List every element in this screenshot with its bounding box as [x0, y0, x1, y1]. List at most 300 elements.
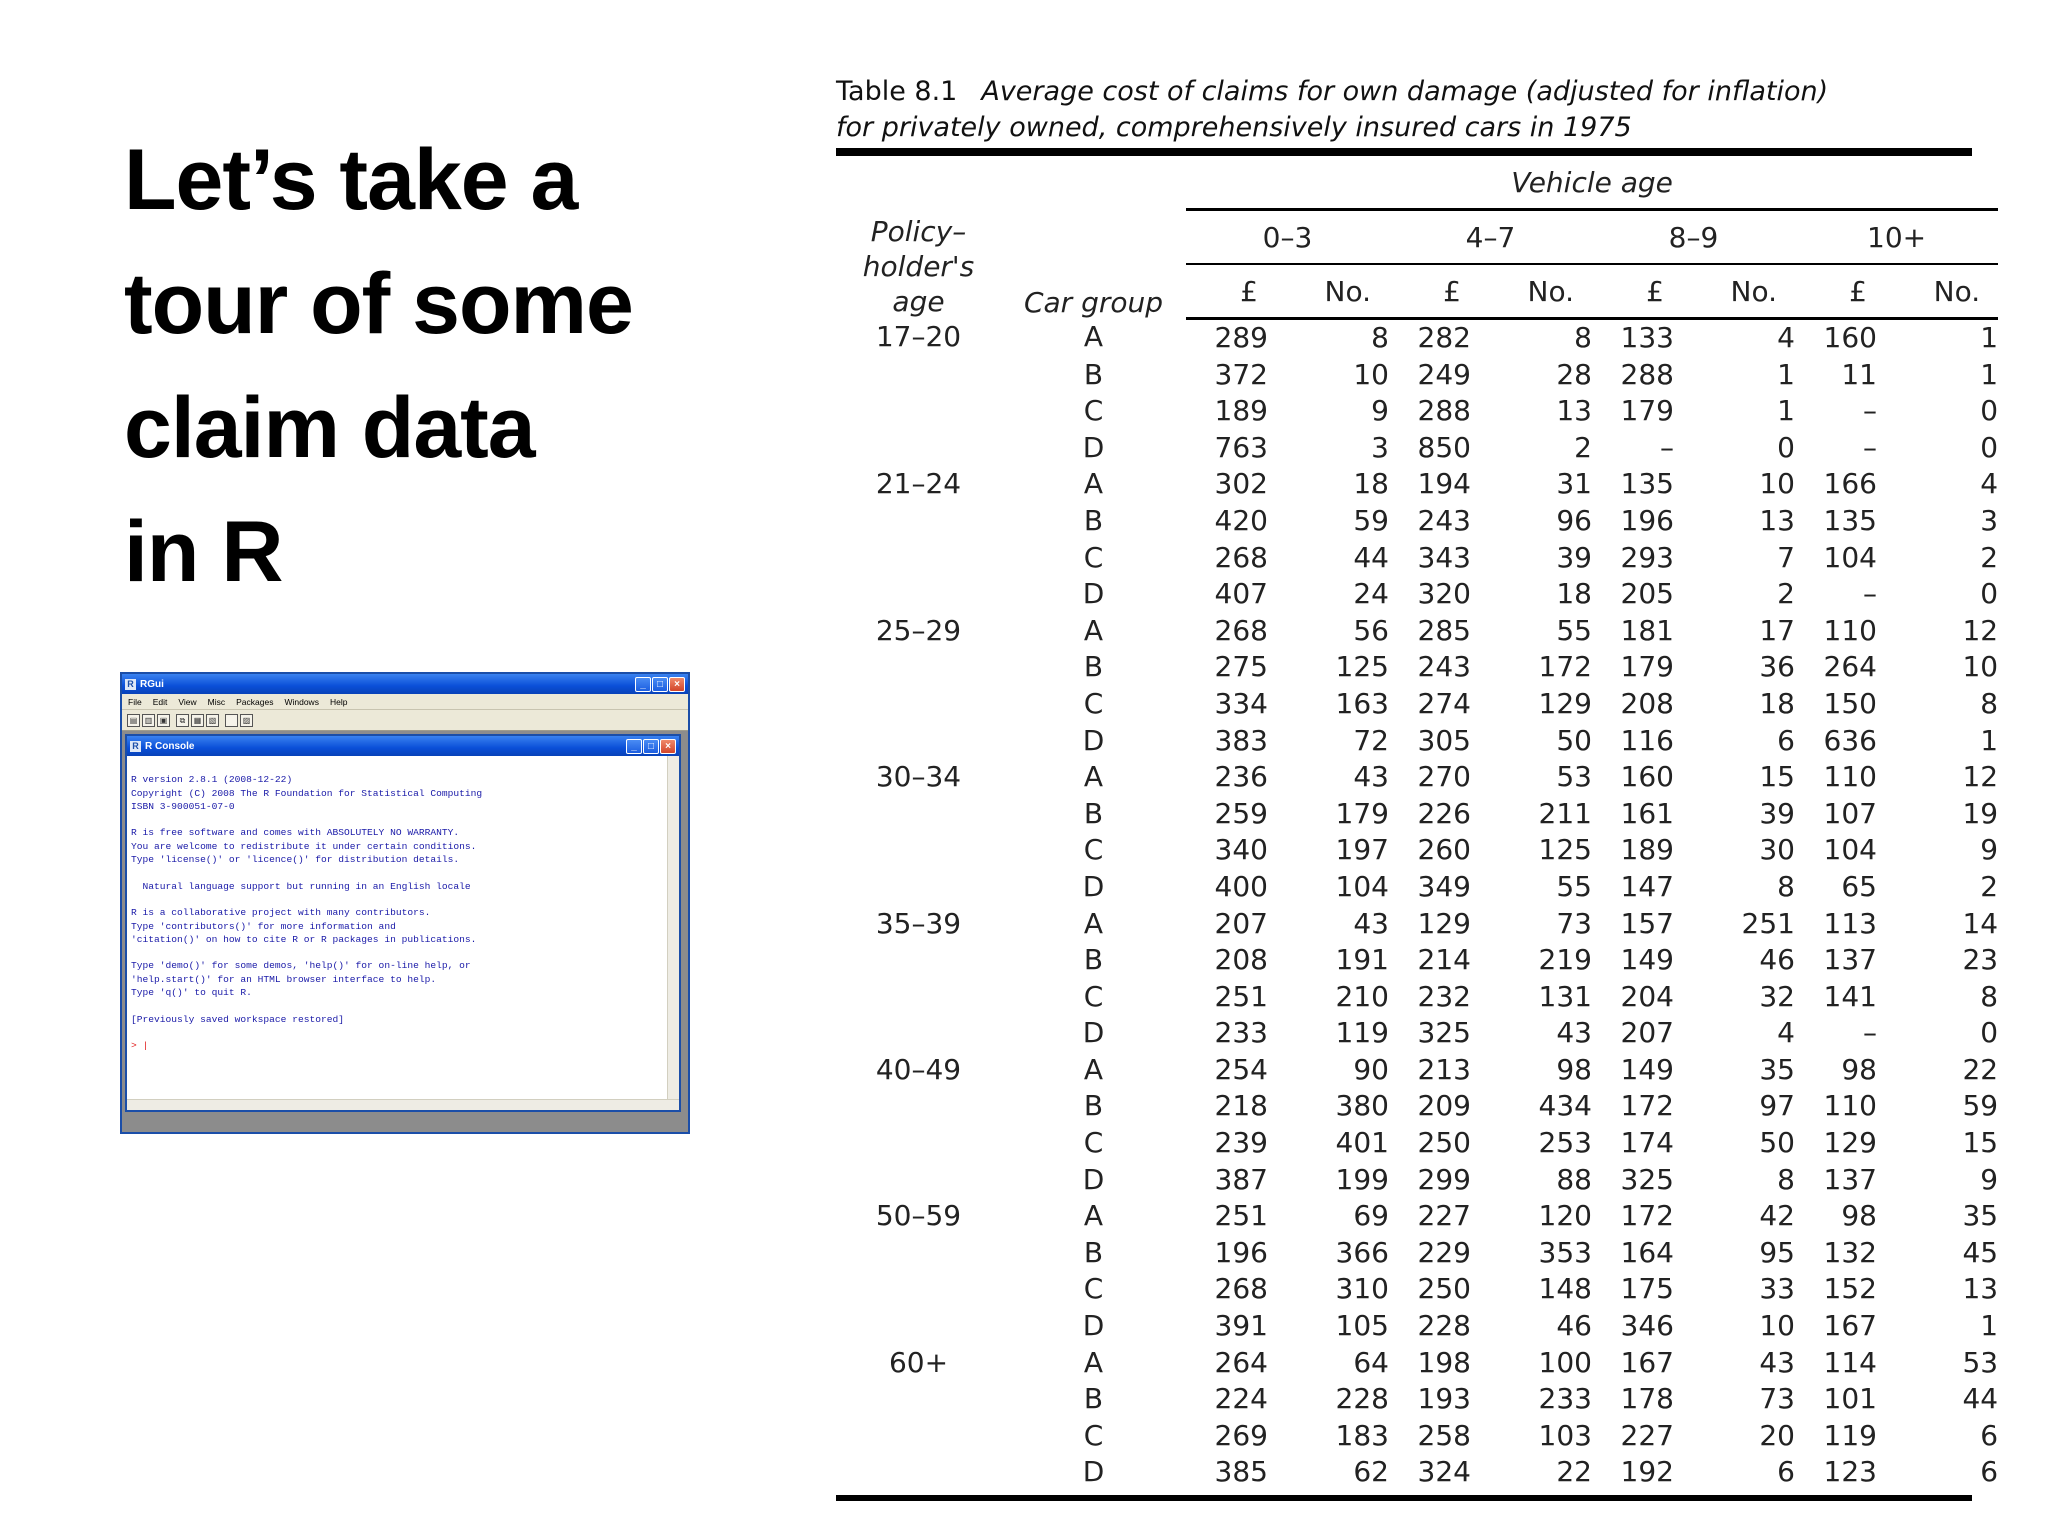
- car-group-cell: C: [1083, 394, 1104, 428]
- average-cost-cell: 249: [1417, 357, 1471, 391]
- slide-title-line: tour of some: [124, 256, 633, 352]
- claim-count-cell: 42: [1759, 1199, 1795, 1233]
- table-row: [836, 979, 1998, 1016]
- open-script-icon[interactable]: ▤: [127, 714, 140, 727]
- cost-header: £: [1389, 264, 1471, 319]
- average-cost-cell: 387: [1214, 1162, 1268, 1196]
- policyholder-age-cell: [836, 576, 1001, 613]
- console-line: 'citation()' on how to cite R or R packages in publications.: [131, 933, 477, 945]
- car-group-cell: A: [1083, 1345, 1104, 1379]
- table-row: [836, 613, 1998, 650]
- car-group-cell: D: [1082, 1455, 1105, 1489]
- average-cost-cell: –: [1660, 430, 1674, 464]
- close-icon[interactable]: ×: [660, 739, 676, 754]
- average-cost-cell: 207: [1620, 1016, 1674, 1050]
- average-cost-cell: 101: [1823, 1382, 1877, 1416]
- average-cost-cell: 250: [1417, 1126, 1471, 1160]
- policyholder-age-cell: [836, 979, 1001, 1016]
- average-cost-cell: 274: [1417, 686, 1471, 720]
- claim-count-cell: 163: [1335, 686, 1389, 720]
- claim-count-cell: 88: [1556, 1162, 1592, 1196]
- claim-count-cell: 401: [1335, 1126, 1389, 1160]
- slide-title-line: claim data: [124, 380, 535, 476]
- claim-count-cell: 4: [1980, 467, 1999, 501]
- average-cost-cell: 179: [1620, 650, 1674, 684]
- average-cost-cell: 149: [1620, 1052, 1674, 1086]
- console-line: Type 'license()' or 'licence()' for distribution details.: [131, 854, 460, 866]
- car-group-cell: C: [1083, 833, 1104, 867]
- rgui-titlebar: [122, 674, 688, 694]
- claim-count-cell: 33: [1759, 1272, 1795, 1306]
- average-cost-cell: 167: [1823, 1309, 1877, 1343]
- print-icon[interactable]: ▨: [240, 714, 253, 727]
- r-console-window[interactable]: [125, 734, 681, 1112]
- policyholder-age-cell: [836, 649, 1001, 686]
- table-caption-line: for privately owned, comprehensively insured cars in 1975: [836, 112, 1632, 143]
- average-cost-cell: 325: [1417, 1016, 1471, 1050]
- claim-count-cell: 3: [1371, 430, 1389, 464]
- slide-title-line: Let’s take a: [124, 132, 578, 228]
- policyholder-age-cell: [836, 796, 1001, 833]
- policyholder-age-cell: [836, 357, 1001, 394]
- average-cost-cell: 135: [1620, 467, 1674, 501]
- claim-count-cell: 50: [1556, 723, 1592, 757]
- average-cost-cell: 172: [1620, 1089, 1674, 1123]
- menu-windows[interactable]: Windows: [284, 696, 319, 707]
- average-cost-cell: 282: [1417, 321, 1471, 354]
- table-row: [836, 466, 1998, 503]
- average-cost-cell: 420: [1214, 503, 1268, 537]
- cost-header: £: [1795, 264, 1877, 319]
- claim-count-cell: 0: [1777, 430, 1795, 464]
- average-cost-cell: 137: [1823, 1162, 1877, 1196]
- table-row: [836, 1125, 1998, 1162]
- claim-count-cell: 59: [1353, 503, 1389, 537]
- menu-misc[interactable]: Misc: [207, 696, 226, 707]
- policyholder-age-cell: [836, 1125, 1001, 1162]
- claim-count-cell: 45: [1962, 1235, 1999, 1269]
- paste-icon[interactable]: ▦: [191, 714, 204, 727]
- average-cost-cell: 391: [1214, 1309, 1268, 1343]
- console-line: [131, 1026, 665, 1039]
- claim-count-cell: 50: [1759, 1126, 1795, 1160]
- average-cost-cell: 198: [1417, 1345, 1471, 1379]
- claim-count-cell: 12: [1962, 613, 1999, 647]
- save-workspace-icon[interactable]: ▣: [157, 714, 170, 727]
- policyholder-age-cell: 50–59: [875, 1199, 962, 1233]
- console-line: [Previously saved workspace restored]: [131, 1013, 345, 1025]
- average-cost-cell: 270: [1417, 760, 1471, 794]
- average-cost-cell: 636: [1823, 723, 1877, 757]
- average-cost-cell: 400: [1214, 869, 1268, 903]
- claim-count-cell: 0: [1980, 577, 1999, 611]
- average-cost-cell: 324: [1417, 1455, 1471, 1489]
- car-group-cell: C: [1083, 1126, 1104, 1160]
- average-cost-cell: 268: [1214, 540, 1268, 574]
- claim-count-cell: 90: [1353, 1052, 1389, 1086]
- table-caption-label: Table 8.1: [836, 76, 958, 107]
- average-cost-cell: 275: [1214, 650, 1268, 684]
- claim-count-cell: 53: [1962, 1345, 1999, 1379]
- average-cost-cell: 104: [1823, 833, 1877, 867]
- console-line: Natural language support but running in an English locale: [131, 880, 471, 892]
- average-cost-cell: 259: [1214, 796, 1268, 830]
- car-group-cell: C: [1083, 686, 1104, 720]
- average-cost-cell: 149: [1620, 943, 1674, 977]
- table-row: [836, 1271, 1998, 1308]
- header-line: age: [892, 284, 945, 318]
- claim-count-cell: 55: [1556, 869, 1592, 903]
- claim-count-cell: 0: [1980, 430, 1999, 464]
- r-logo-icon: R: [125, 679, 136, 690]
- claim-count-cell: 43: [1353, 760, 1389, 794]
- claim-count-cell: 55: [1556, 613, 1592, 647]
- claim-count-cell: 15: [1759, 760, 1795, 794]
- table-row: [836, 1088, 1998, 1125]
- car-group-cell: A: [1083, 467, 1104, 501]
- average-cost-cell: 98: [1841, 1199, 1877, 1233]
- maximize-icon[interactable]: □: [643, 739, 659, 754]
- policyholder-age-cell: 17–20: [875, 320, 962, 354]
- policyholder-age-cell: [836, 942, 1001, 979]
- average-cost-cell: 141: [1823, 979, 1877, 1013]
- average-cost-cell: 224: [1214, 1382, 1268, 1416]
- vehicle-age-header: Vehicle age: [1186, 156, 1998, 210]
- claim-count-cell: 1: [1777, 357, 1795, 391]
- claim-count-cell: 100: [1538, 1345, 1592, 1379]
- claims-table: [836, 156, 1998, 1491]
- header-line: holder's: [862, 249, 975, 283]
- claim-count-cell: 125: [1335, 650, 1389, 684]
- claim-count-cell: 105: [1335, 1309, 1389, 1343]
- claim-count-cell: 8: [1371, 321, 1389, 354]
- average-cost-cell: 264: [1214, 1345, 1268, 1379]
- copy-paste-icon[interactable]: ▧: [206, 714, 219, 727]
- claim-count-cell: 18: [1556, 577, 1592, 611]
- table-row: [836, 393, 1998, 430]
- claim-count-cell: 2: [1980, 869, 1999, 903]
- average-cost-cell: 268: [1214, 613, 1268, 647]
- claim-count-cell: 0: [1980, 394, 1999, 428]
- average-cost-cell: 325: [1620, 1162, 1674, 1196]
- claim-count-cell: 23: [1962, 943, 1999, 977]
- vehicle-age-band: 10+: [1795, 210, 1998, 265]
- table-row: [836, 1235, 1998, 1272]
- average-cost-cell: 110: [1823, 760, 1877, 794]
- claim-count-cell: 1: [1980, 723, 1999, 757]
- car-group-cell: A: [1083, 760, 1104, 794]
- average-cost-cell: 251: [1214, 979, 1268, 1013]
- car-group-cell: C: [1083, 979, 1104, 1013]
- claim-count-cell: 1: [1777, 394, 1795, 428]
- policyholder-age-cell: 60+: [888, 1345, 949, 1379]
- claim-count-cell: 0: [1980, 1016, 1999, 1050]
- claim-count-cell: 380: [1335, 1089, 1389, 1123]
- average-cost-cell: 254: [1214, 1052, 1268, 1086]
- claim-count-cell: 253: [1538, 1126, 1592, 1160]
- menu-file[interactable]: File: [128, 696, 142, 707]
- table-row: [836, 649, 1998, 686]
- claim-count-cell: 13: [1556, 394, 1592, 428]
- average-cost-cell: 179: [1620, 394, 1674, 428]
- average-cost-cell: 189: [1214, 394, 1268, 428]
- claim-count-cell: 4: [1777, 321, 1795, 354]
- count-header: No.: [1268, 264, 1389, 319]
- average-cost-cell: 161: [1620, 796, 1674, 830]
- car-group-cell: C: [1083, 1272, 1104, 1306]
- average-cost-cell: 264: [1823, 650, 1877, 684]
- claim-count-cell: 251: [1741, 906, 1795, 940]
- table-row: [836, 576, 1998, 613]
- close-icon[interactable]: ×: [669, 677, 685, 692]
- car-group-cell: C: [1083, 1418, 1104, 1452]
- policyholder-age-cell: [836, 1454, 1001, 1491]
- minimize-icon[interactable]: _: [626, 739, 642, 754]
- claim-count-cell: 31: [1556, 467, 1592, 501]
- car-group-cell: B: [1083, 943, 1104, 977]
- policyholder-age-cell: [836, 869, 1001, 906]
- average-cost-cell: –: [1863, 394, 1877, 428]
- console-line: 'help.start()' for an HTML browser interface to help.: [131, 973, 437, 985]
- car-group-cell: B: [1083, 650, 1104, 684]
- load-workspace-icon[interactable]: ▥: [142, 714, 155, 727]
- claim-count-cell: 366: [1335, 1235, 1389, 1269]
- menu-view[interactable]: View: [178, 696, 197, 707]
- policyholder-age-cell: 40–49: [875, 1052, 962, 1086]
- average-cost-cell: 114: [1823, 1345, 1877, 1379]
- claim-count-cell: 95: [1759, 1235, 1795, 1269]
- car-group-cell: A: [1083, 1199, 1104, 1233]
- table-row: [836, 942, 1998, 979]
- average-cost-cell: 243: [1417, 650, 1471, 684]
- claim-count-cell: 8: [1777, 1162, 1795, 1196]
- car-group-cell: D: [1082, 723, 1105, 757]
- claim-count-cell: 20: [1759, 1418, 1795, 1452]
- claim-count-cell: 8: [1980, 979, 1999, 1013]
- policyholder-age-cell: 21–24: [875, 467, 962, 501]
- claim-count-cell: 56: [1353, 613, 1389, 647]
- average-cost-cell: 383: [1214, 723, 1268, 757]
- console-line: [131, 893, 665, 906]
- claim-count-cell: 210: [1335, 979, 1389, 1013]
- table-row: [836, 723, 1998, 760]
- table-row: [836, 319, 1998, 357]
- average-cost-cell: 175: [1620, 1272, 1674, 1306]
- claim-count-cell: 72: [1353, 723, 1389, 757]
- average-cost-cell: 157: [1620, 906, 1674, 940]
- claim-count-cell: 8: [1980, 686, 1999, 720]
- r-logo-icon: R: [130, 741, 141, 752]
- average-cost-cell: 268: [1214, 1272, 1268, 1306]
- car-group-cell: A: [1083, 906, 1104, 940]
- table-caption-line: Average cost of claims for own damage (adjusted for inflation): [981, 76, 1829, 107]
- average-cost-cell: 243: [1417, 503, 1471, 537]
- average-cost-cell: 340: [1214, 833, 1268, 867]
- average-cost-cell: 233: [1214, 1016, 1268, 1050]
- car-group-cell: D: [1082, 1016, 1105, 1050]
- console-line: ISBN 3-900051-07-0: [131, 800, 235, 812]
- average-cost-cell: 119: [1823, 1418, 1877, 1452]
- average-cost-cell: 289: [1214, 321, 1268, 354]
- top-rule: [836, 148, 1972, 156]
- claim-count-cell: 43: [1353, 906, 1389, 940]
- claim-count-cell: 7: [1777, 540, 1795, 574]
- console-line: R version 2.8.1 (2008-12-22): [131, 774, 293, 786]
- menu-edit[interactable]: Edit: [152, 696, 168, 707]
- slide-title-line: in R: [124, 504, 283, 600]
- table-row: [836, 832, 1998, 869]
- count-header: No.: [1674, 264, 1795, 319]
- claim-count-cell: 125: [1538, 833, 1592, 867]
- maximize-icon[interactable]: □: [652, 677, 668, 692]
- claim-count-cell: 353: [1538, 1235, 1592, 1269]
- claim-count-cell: 39: [1759, 796, 1795, 830]
- average-cost-cell: 152: [1823, 1272, 1877, 1306]
- claim-count-cell: 73: [1556, 906, 1592, 940]
- table-row: [836, 1345, 1998, 1382]
- policyholder-age-cell: 35–39: [875, 906, 962, 940]
- table-row: [836, 1308, 1998, 1345]
- claim-count-cell: 98: [1556, 1052, 1592, 1086]
- car-group-cell: D: [1082, 430, 1105, 464]
- average-cost-cell: 288: [1417, 394, 1471, 428]
- console-line: [131, 866, 665, 879]
- average-cost-cell: 132: [1823, 1235, 1877, 1269]
- average-cost-cell: 302: [1214, 467, 1268, 501]
- table-row: [836, 1198, 1998, 1235]
- claim-count-cell: 219: [1538, 943, 1592, 977]
- claim-count-cell: 191: [1335, 943, 1389, 977]
- average-cost-cell: 98: [1841, 1052, 1877, 1086]
- average-cost-cell: 204: [1620, 979, 1674, 1013]
- console-prompt[interactable]: > |: [131, 1040, 149, 1052]
- claim-count-cell: 129: [1538, 686, 1592, 720]
- car-group-cell: A: [1083, 1052, 1104, 1086]
- policyholder-age-cell: [836, 1162, 1001, 1199]
- average-cost-cell: 293: [1620, 540, 1674, 574]
- stop-icon[interactable]: [225, 714, 238, 727]
- claim-count-cell: 4: [1777, 1016, 1795, 1050]
- claim-count-cell: 30: [1759, 833, 1795, 867]
- claim-count-cell: 310: [1335, 1272, 1389, 1306]
- claim-count-cell: 10: [1353, 357, 1389, 391]
- claim-count-cell: 39: [1556, 540, 1592, 574]
- claim-count-cell: 13: [1962, 1272, 1999, 1306]
- console-line: [131, 760, 665, 773]
- policyholder-age-cell: [836, 1015, 1001, 1052]
- average-cost-cell: 181: [1620, 613, 1674, 647]
- claim-count-cell: 8: [1777, 869, 1795, 903]
- average-cost-cell: 164: [1620, 1235, 1674, 1269]
- average-cost-cell: 194: [1417, 467, 1471, 501]
- claim-count-cell: 14: [1962, 906, 1999, 940]
- console-line: You are welcome to redistribute it under certain conditions.: [131, 840, 477, 852]
- claim-count-cell: 104: [1335, 869, 1389, 903]
- claim-count-cell: 46: [1759, 943, 1795, 977]
- average-cost-cell: 196: [1214, 1235, 1268, 1269]
- table-row: [836, 906, 1998, 943]
- claim-count-cell: 44: [1353, 540, 1389, 574]
- average-cost-cell: 226: [1417, 796, 1471, 830]
- policyholder-age-cell: [836, 1381, 1001, 1418]
- console-line: [131, 999, 665, 1012]
- average-cost-cell: 189: [1620, 833, 1674, 867]
- console-line: Copyright (C) 2008 The R Foundation for Statistical Computing: [131, 787, 483, 799]
- vertical-scrollbar[interactable]: [667, 756, 679, 1100]
- average-cost-cell: 174: [1620, 1126, 1674, 1160]
- menu-packages[interactable]: Packages: [236, 696, 274, 707]
- average-cost-cell: 229: [1417, 1235, 1471, 1269]
- rgui-toolbar: [122, 710, 688, 731]
- claim-count-cell: 15: [1962, 1126, 1999, 1160]
- console-line: Type 'demo()' for some demos, 'help()' for on-line help, or: [131, 960, 471, 972]
- claim-count-cell: 9: [1371, 394, 1389, 428]
- average-cost-cell: 763: [1214, 430, 1268, 464]
- table-row: [836, 1162, 1998, 1199]
- average-cost-cell: 178: [1620, 1382, 1674, 1416]
- average-cost-cell: 349: [1417, 869, 1471, 903]
- table-row: [836, 1454, 1998, 1491]
- console-line: [131, 813, 665, 826]
- claim-count-cell: 97: [1759, 1089, 1795, 1123]
- average-cost-cell: 196: [1620, 503, 1674, 537]
- car-group-cell: B: [1083, 503, 1104, 537]
- cost-header: £: [1186, 264, 1268, 319]
- claim-count-cell: 103: [1538, 1418, 1592, 1452]
- average-cost-cell: –: [1863, 430, 1877, 464]
- average-cost-cell: 213: [1417, 1052, 1471, 1086]
- claim-count-cell: 2: [1574, 430, 1592, 464]
- average-cost-cell: 208: [1620, 686, 1674, 720]
- claim-count-cell: 18: [1353, 467, 1389, 501]
- average-cost-cell: 133: [1620, 321, 1674, 354]
- claim-count-cell: 64: [1353, 1345, 1389, 1379]
- average-cost-cell: 137: [1823, 943, 1877, 977]
- average-cost-cell: 385: [1214, 1455, 1268, 1489]
- slide-title: [124, 118, 724, 614]
- table-row: [836, 1418, 1998, 1455]
- copy-icon[interactable]: ⧉: [176, 714, 189, 727]
- car-group-cell: D: [1082, 869, 1105, 903]
- table-row: [836, 796, 1998, 833]
- average-cost-cell: 209: [1417, 1089, 1471, 1123]
- claim-count-cell: 18: [1759, 686, 1795, 720]
- average-cost-cell: 116: [1620, 723, 1674, 757]
- console-line: [131, 946, 665, 959]
- policyholder-age-cell: [836, 1418, 1001, 1455]
- header-line: Policy–: [870, 214, 967, 248]
- car-group-cell: D: [1082, 1309, 1105, 1343]
- average-cost-cell: 305: [1417, 723, 1471, 757]
- horizontal-scrollbar[interactable]: [127, 1099, 679, 1110]
- claim-count-cell: 96: [1556, 503, 1592, 537]
- menu-help[interactable]: Help: [329, 696, 348, 707]
- minimize-icon[interactable]: _: [635, 677, 651, 692]
- policyholder-age-cell: [836, 540, 1001, 577]
- vehicle-age-band: 8–9: [1592, 210, 1795, 265]
- average-cost-cell: 251: [1214, 1199, 1268, 1233]
- claim-count-cell: 197: [1335, 833, 1389, 867]
- policyholder-age-cell: [836, 1271, 1001, 1308]
- claim-count-cell: 9: [1980, 1162, 1999, 1196]
- average-cost-cell: 150: [1823, 686, 1877, 720]
- console-output[interactable]: [131, 760, 665, 1100]
- average-cost-cell: 135: [1823, 503, 1877, 537]
- table-row: [836, 1381, 1998, 1418]
- claim-count-cell: 46: [1556, 1309, 1592, 1343]
- claim-count-cell: 43: [1759, 1345, 1795, 1379]
- average-cost-cell: 250: [1417, 1272, 1471, 1306]
